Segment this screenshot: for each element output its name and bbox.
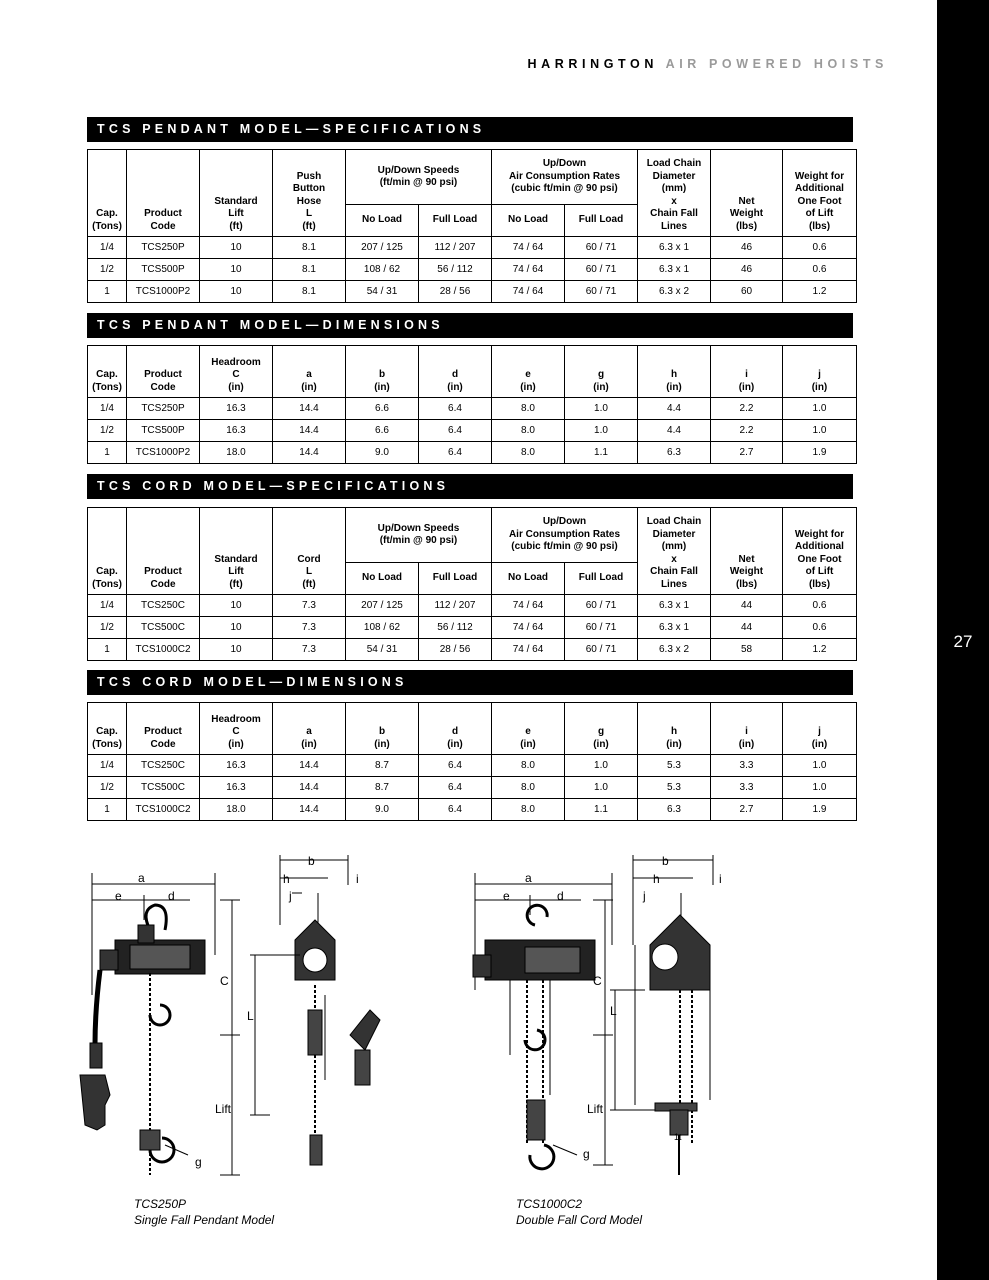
table-cell: 1 [88,799,127,821]
table-cell: 8.0 [492,777,565,799]
table-cell: 9.0 [346,799,419,821]
col-header-air: Up/Down Air Consumption Rates (cubic ft/min @ 90 psi) [492,150,638,205]
col-header-air: Up/Down Air Consumption Rates (cubic ft/min @ 90 psi) [492,508,638,563]
table-cell: 6.3 x 1 [638,259,711,281]
caption-right [516,1196,642,1228]
table-cell: 6.4 [419,777,492,799]
table-cell: 6.3 x 2 [638,281,711,303]
table-cell: 60 / 71 [565,281,638,303]
col-header: h (in) [638,703,711,755]
table-cell: 60 / 71 [565,595,638,617]
col-header-code: Product Code [127,508,200,595]
caption-left [134,1196,274,1228]
table-row [88,281,857,303]
table-cell: 8.1 [273,259,346,281]
col-header-add-weight: Weight for Additional One Foot of Lift (lbs) [783,150,857,237]
dim-label-g: g [583,1147,590,1161]
table-cell: 1/4 [88,595,127,617]
table-cell: 8.7 [346,777,419,799]
table-cell: 6.3 x 2 [638,639,711,661]
table-cell: 44 [711,595,783,617]
table-cell: 46 [711,237,783,259]
table-cell: 74 / 64 [492,639,565,661]
table-cell: 8.0 [492,398,565,420]
dim-label-l: L [610,1004,617,1018]
table-cell: 1/4 [88,398,127,420]
col-header-add-weight: Weight for Additional One Foot of Lift (lbs) [783,508,857,595]
table-cell: 1.9 [783,442,857,464]
pendant-dims-table [87,345,857,464]
table-cell: 6.6 [346,398,419,420]
table-cell: 3.3 [711,755,783,777]
table-cell: 74 / 64 [492,617,565,639]
table-cell: 56 / 112 [419,259,492,281]
table-cell: TCS1000C2 [127,799,200,821]
table-row [88,777,857,799]
table-cell: 16.3 [200,398,273,420]
dim-label-i: i [719,872,722,886]
table-cell: 6.4 [419,398,492,420]
col-header-speeds: Up/Down Speeds (ft/min @ 90 psi) [346,150,492,205]
table-cell: 1.0 [783,398,857,420]
col-header-air-fullload: Full Load [565,563,638,595]
table-cell: TCS250P [127,398,200,420]
table-cell: 8.0 [492,755,565,777]
table-cell: 16.3 [200,420,273,442]
table-cell: 74 / 64 [492,237,565,259]
dim-label-e: e [115,889,122,903]
dim-label-h: h [653,872,660,886]
table-cell: 18.0 [200,799,273,821]
table-cell: 112 / 207 [419,595,492,617]
table-cell: 6.3 [638,799,711,821]
dim-label-lift: Lift [587,1102,604,1116]
col-header: e (in) [492,346,565,398]
col-header: b (in) [346,703,419,755]
table-cell: 16.3 [200,755,273,777]
caption-right-model: TCS1000C2 [516,1197,583,1211]
table-cell: 14.4 [273,777,346,799]
col-header: d (in) [419,703,492,755]
dim-label-h: h [283,872,290,886]
table-cell: 3.3 [711,777,783,799]
pendant-hoist-diagram [70,845,470,1190]
table-cell: 1.2 [783,281,857,303]
col-header-air-noload: No Load [492,563,565,595]
col-header: Headroom C (in) [200,346,273,398]
col-header-speed-noload: No Load [346,205,419,237]
table-cell: 8.1 [273,281,346,303]
brand-header [527,57,888,71]
caption-right-desc: Double Fall Cord Model [516,1213,643,1227]
table-cell: 28 / 56 [419,281,492,303]
col-header-lift: Standard Lift (ft) [200,508,273,595]
table-cell: 2.7 [711,799,783,821]
table-cell: TCS500P [127,259,200,281]
col-header-cap: Cap. (Tons) [88,150,127,237]
section-title-cord-specs: TCS CORD MODEL—SPECIFICATIONS [87,474,853,499]
table-cell: 1.9 [783,799,857,821]
brand-name: HARRINGTON [527,57,658,71]
table-row [88,442,857,464]
table-cell: 1/2 [88,420,127,442]
table-cell: 6.6 [346,420,419,442]
table-cell: 16.3 [200,777,273,799]
table-cell: 0.6 [783,595,857,617]
section-title-cord-dims: TCS CORD MODEL—DIMENSIONS [87,670,853,695]
table-cell: TCS1000P2 [127,442,200,464]
dim-label-c: C [220,974,229,988]
table-cell: 1 [88,639,127,661]
table-cell: 7.3 [273,617,346,639]
table-cell: 14.4 [273,799,346,821]
col-header: j (in) [783,703,857,755]
table-cell: TCS1000P2 [127,281,200,303]
col-header-speed-fullload: Full Load [419,205,492,237]
table-cell: 8.0 [492,420,565,442]
table-cell: TCS250C [127,595,200,617]
dim-label-a: a [138,871,145,885]
dim-label-d: d [168,889,175,903]
table-cell: 6.3 x 1 [638,617,711,639]
table-cell: 46 [711,259,783,281]
table-cell: 2.2 [711,420,783,442]
table-cell: 112 / 207 [419,237,492,259]
page-number: 27 [953,632,973,651]
table-row [88,398,857,420]
table-cell: 5.3 [638,777,711,799]
table-cell: 14.4 [273,442,346,464]
table-cell: 1/4 [88,237,127,259]
table-cell: 8.0 [492,442,565,464]
table-cell: 108 / 62 [346,617,419,639]
table-cell: 6.4 [419,799,492,821]
col-header: Cap. (Tons) [88,346,127,398]
table-cell: 7.3 [273,639,346,661]
cord-specs-table [87,507,857,661]
col-header: Product Code [127,346,200,398]
table-cell: 6.4 [419,755,492,777]
table-cell: 9.0 [346,442,419,464]
table-cell: 207 / 125 [346,595,419,617]
table-cell: 14.4 [273,755,346,777]
section-title-pendant-specs: TCS PENDANT MODEL—SPECIFICATIONS [87,117,853,142]
table-cell: TCS1000C2 [127,639,200,661]
dim-label-lift: Lift [215,1102,232,1116]
col-header-speed-fullload: Full Load [419,563,492,595]
table-cell: 60 / 71 [565,617,638,639]
table-cell: TCS500P [127,420,200,442]
table-cell: 74 / 64 [492,259,565,281]
cord-hoist-diagram [455,845,755,1190]
col-header: g (in) [565,703,638,755]
table-cell: 5.3 [638,755,711,777]
col-header: i (in) [711,703,783,755]
table-cell: 8.1 [273,237,346,259]
col-header-code: Product Code [127,150,200,237]
dim-label-g: g [195,1155,202,1169]
table-cell: 108 / 62 [346,259,419,281]
table-row [88,799,857,821]
dim-label-i: i [356,872,359,886]
col-header: b (in) [346,346,419,398]
col-header-weight: Net Weight (lbs) [711,508,783,595]
table-cell: 8.0 [492,799,565,821]
table-cell: 0.6 [783,617,857,639]
table-cell: 1.0 [783,420,857,442]
col-header-chain: Load Chain Diameter (mm) x Chain Fall Lines [638,508,711,595]
table-cell: 1.2 [783,639,857,661]
table-cell: 58 [711,639,783,661]
table-cell: 10 [200,237,273,259]
table-cell: 74 / 64 [492,595,565,617]
col-header: d (in) [419,346,492,398]
col-header: a (in) [273,346,346,398]
table-cell: 60 / 71 [565,639,638,661]
col-header-chain: Load Chain Diameter (mm) x Chain Fall Lines [638,150,711,237]
table-cell: 1/2 [88,617,127,639]
pendant-specs-table [87,149,857,303]
table-cell: 10 [200,595,273,617]
table-cell: 10 [200,259,273,281]
table-cell: 1.0 [565,420,638,442]
table-cell: 8.7 [346,755,419,777]
table-cell: 6.3 [638,442,711,464]
cord-dims-table [87,702,857,821]
table-cell: 6.3 x 1 [638,595,711,617]
table-cell: 54 / 31 [346,281,419,303]
table-cell: 1.0 [783,777,857,799]
table-cell: TCS250C [127,755,200,777]
table-cell: 6.3 x 1 [638,237,711,259]
col-header-air-fullload: Full Load [565,205,638,237]
col-header-lift: Standard Lift (ft) [200,150,273,237]
dim-label-l: L [247,1009,254,1023]
table-cell: 56 / 112 [419,617,492,639]
table-row [88,639,857,661]
col-header: Cap. (Tons) [88,703,127,755]
caption-left-desc: Single Fall Pendant Model [134,1213,275,1227]
table-cell: TCS250P [127,237,200,259]
col-header-weight: Net Weight (lbs) [711,150,783,237]
table-cell: 0.6 [783,259,857,281]
table-cell: 60 [711,281,783,303]
dim-label-e: e [503,889,510,903]
section-title-pendant-dims: TCS PENDANT MODEL—DIMENSIONS [87,313,853,338]
col-header-speed-noload: No Load [346,563,419,595]
table-cell: 6.4 [419,442,492,464]
table-row [88,755,857,777]
table-cell: 1.0 [783,755,857,777]
table-cell: 54 / 31 [346,639,419,661]
col-header: h (in) [638,346,711,398]
table-cell: 1/2 [88,259,127,281]
col-header-cap: Cap. (Tons) [88,508,127,595]
table-row [88,237,857,259]
table-row [88,420,857,442]
table-cell: 207 / 125 [346,237,419,259]
table-cell: 1/4 [88,755,127,777]
table-cell: 44 [711,617,783,639]
table-cell: 1 [88,442,127,464]
table-cell: 7.3 [273,595,346,617]
brand-tagline: AIR POWERED HOISTS [665,57,888,71]
table-cell: 1.1 [565,442,638,464]
table-row [88,259,857,281]
table-cell: 1.1 [565,799,638,821]
dim-label-j: j [643,889,646,903]
col-header: Headroom C (in) [200,703,273,755]
table-cell: 1.0 [565,398,638,420]
col-header: j (in) [783,346,857,398]
table-cell: 18.0 [200,442,273,464]
table-cell: 4.4 [638,420,711,442]
table-cell: 10 [200,281,273,303]
col-header: i (in) [711,346,783,398]
table-cell: 10 [200,639,273,661]
col-header-hose: Push Button Hose L (ft) [273,150,346,237]
col-header-air-noload: No Load [492,205,565,237]
table-cell: 2.7 [711,442,783,464]
table-cell: 1/2 [88,777,127,799]
col-header: g (in) [565,346,638,398]
table-row [88,617,857,639]
table-cell: 28 / 56 [419,639,492,661]
table-cell: 2.2 [711,398,783,420]
table-row [88,595,857,617]
table-cell: 1.0 [565,755,638,777]
dim-label-a: a [525,871,532,885]
table-cell: 10 [200,617,273,639]
col-header-cord: Cord L (ft) [273,508,346,595]
table-cell: 14.4 [273,420,346,442]
col-header-speeds: Up/Down Speeds (ft/min @ 90 psi) [346,508,492,563]
table-cell: 74 / 64 [492,281,565,303]
table-cell: 60 / 71 [565,237,638,259]
table-cell: TCS500C [127,617,200,639]
table-cell: 60 / 71 [565,259,638,281]
dim-label-b: b [662,854,669,868]
col-header: Product Code [127,703,200,755]
table-cell: 6.4 [419,420,492,442]
capacity-tag: 1t [674,1132,682,1142]
col-header: e (in) [492,703,565,755]
table-cell: 0.6 [783,237,857,259]
table-cell: 1 [88,281,127,303]
dim-label-b: b [308,854,315,868]
table-cell: TCS500C [127,777,200,799]
caption-left-model: TCS250P [134,1197,187,1211]
dim-label-d: d [557,889,564,903]
table-cell: 14.4 [273,398,346,420]
table-cell: 1.0 [565,777,638,799]
col-header: a (in) [273,703,346,755]
dim-label-j: j [289,889,292,903]
table-cell: 4.4 [638,398,711,420]
dim-label-c: C [593,974,602,988]
